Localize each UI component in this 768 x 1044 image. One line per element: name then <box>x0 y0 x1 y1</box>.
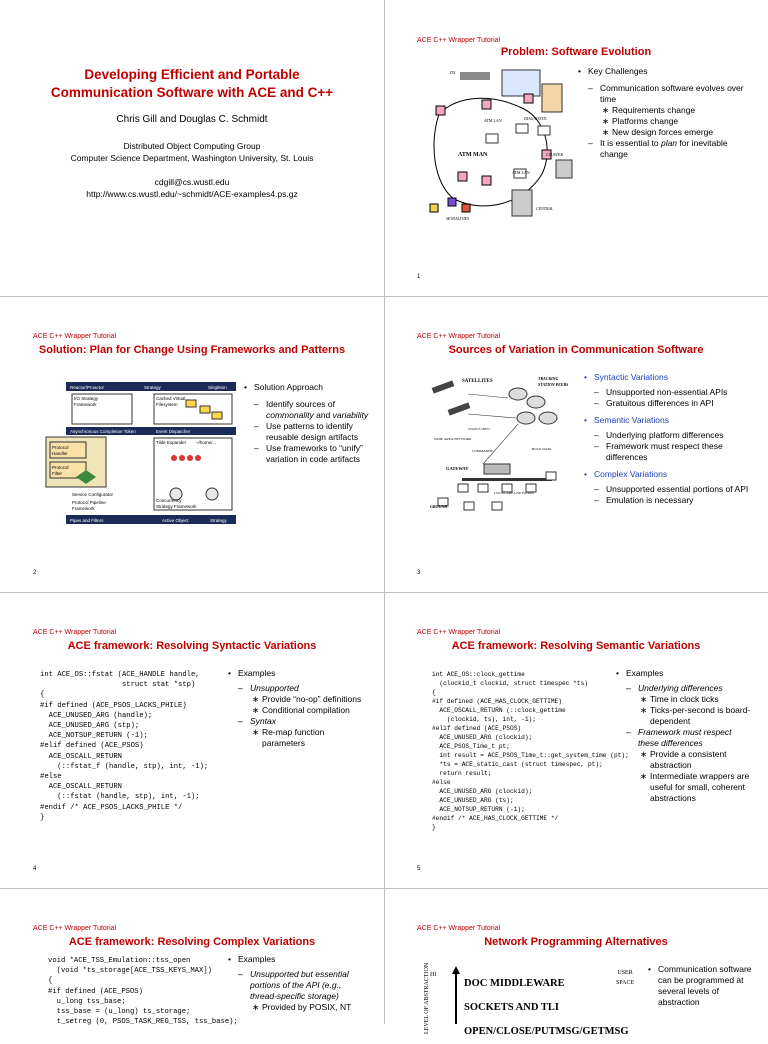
up-arrow-icon <box>452 966 460 1024</box>
bullet-solution-approach: • Solution Approach <box>244 382 372 393</box>
bullet-item: – Unsupported <box>228 683 368 694</box>
bullet-item: – Emulation is necessary <box>584 495 754 506</box>
bullet-item: ∗ Requirements change <box>578 105 750 116</box>
code-block: int ACE_OS::clock_gettime (clockid_t clockid, struct timespec *ts) { #if defined (ACE_HAS_CLOCK_GETTIME) ACE_OSCALL_RETURN (::clock_gettime (clockid, ts), int, -1); #elif defined (ACE_PSOS) ACE_UNUSED_ARG (clockid); ACE_PSOS_Time_t pt; int result = ACE_PSOS_Time_t::get_system_time (pt); *ts = ACE_static_cast (struct timespec, pt); return result; #else ACE_UNUSED_ARG (clockid); ACE_UNUSED_ARG (ts); ACE_NOTSUP_RETURN (-1); #endif /* ACE_HAS_CLOCK_GETTIME */ } <box>432 671 629 831</box>
bullet-item: ∗ Ticks-per-second is board-dependent <box>616 705 754 727</box>
slide-1 <box>384 0 768 296</box>
svg-text:STATUS INFO: STATUS INFO <box>468 427 490 431</box>
bullet-semantic: • Semantic Variations <box>584 415 754 426</box>
bullet-item: ∗ New design forces emerge <box>578 127 750 138</box>
svg-text:Protocol: Protocol <box>52 465 69 470</box>
bullet-item: ∗ Time in clock ticks <box>616 694 754 705</box>
svg-text:Service Configurator: Service Configurator <box>72 492 114 497</box>
bullet-complex: • Complex Variations <box>584 469 754 480</box>
svg-text:Protocol Pipeline: Protocol Pipeline <box>72 500 106 505</box>
group: Distributed Object Computing Group <box>123 141 261 151</box>
svg-text:Strategy Framework: Strategy Framework <box>156 504 197 509</box>
svg-text:ATM LAN: ATM LAN <box>484 118 502 123</box>
slide-4 <box>0 592 384 888</box>
abstraction-axis-label: LEVEL OF ABSTRACTION <box>424 962 430 1034</box>
space-label: SPACE <box>616 980 635 986</box>
svg-text:Framework: Framework <box>72 506 95 511</box>
slide-2 <box>0 296 384 592</box>
svg-text:CENTRAL: CENTRAL <box>536 206 554 211</box>
code-block: int ACE_OS::fstat (ACE_HANDLE handle, struct stat *stp) { #if defined (ACE_PSOS_LACKS_PHILE) ACE_UNUSED_ARG (handle); ACE_UNUSED_ARG (stp); ACE_NOTSUP_RETURN (-1); #elif defined (ACE_PSOS) ACE_OSCALL_RETURN (::fstat_f (handle, stp), int, -1); #else ACE_OSCALL_RETURN (::fstat (handle, stp), int, -1); #endif /* ACE_PSOS_LACKS_PHILE */ } <box>40 671 209 822</box>
svg-text:Tilde Expander: Tilde Expander <box>156 440 187 445</box>
slide-title: ACE framework: Resolving Semantic Variations <box>451 640 701 652</box>
user-label: USER <box>617 970 633 976</box>
bullet-item: – Framework must respect these differences <box>616 727 754 749</box>
slide-7 <box>384 888 768 1037</box>
code-block: void *ACE_TSS_Emulation::tss_open (void *ts_storage[ACE_TSS_KEYS_MAX]) { #if defined (ACE_PSOS) u_long tss_base; tss_base = (u_long) ts_storage; t_setreg (0, PSOS_TASK_REG_TSS, tss_base); <box>48 957 238 1027</box>
slide-title: Problem: Software Evolution <box>500 46 652 58</box>
svg-text:Filter: Filter <box>52 471 62 476</box>
slide-header: ACE C++ Wrapper Tutorial <box>417 925 501 932</box>
bullet-item: – Use frameworks to “unify” variation in code artifacts <box>244 443 372 465</box>
medical-network-figure <box>424 64 574 224</box>
bullet-item: – Underlying platform differences <box>584 430 754 441</box>
bullet-item: ∗ Intermediate wrappers are useful for small, coherent abstractions <box>616 771 754 804</box>
svg-text:Handler: Handler <box>52 451 68 456</box>
bullet-item: – Underlying differences <box>616 683 754 694</box>
svg-text:DIAGNOSTIC: DIAGNOSTIC <box>524 116 548 121</box>
svg-text:Singleton: Singleton <box>208 385 227 390</box>
svg-text:Asynchronous Completion Token: Asynchronous Completion Token <box>70 429 136 434</box>
level-open-close: OPEN/CLOSE/PUTMSG/GETMSG <box>464 1026 629 1037</box>
bullet-syntactic: • Syntactic Variations <box>584 372 754 383</box>
svg-text:~/home/...: ~/home/... <box>196 440 217 445</box>
slide-header: ACE C++ Wrapper Tutorial <box>417 333 501 340</box>
page-number: 3 <box>417 570 421 576</box>
bullet-examples: • Examples <box>616 668 754 679</box>
page-number: 1 <box>417 274 421 280</box>
svg-text:Protocol: Protocol <box>52 445 69 450</box>
bullet-item: – Identify sources of commonality and variability <box>244 399 372 421</box>
svg-text:Filesystem: Filesystem <box>156 402 178 407</box>
title-line-1: Developing Efficient and Portable <box>84 67 300 82</box>
bullet-item: • Communication software can be programmed at several levels of abstraction <box>648 964 758 1008</box>
bullet-item: ∗ Provide “no-op” definitions <box>228 694 368 705</box>
slide-header: ACE C++ Wrapper Tutorial <box>33 925 117 932</box>
satellite-network-figure <box>428 374 578 524</box>
bullet-item: ∗ Provided by POSIX, NT <box>228 1002 368 1013</box>
bullet-item: ∗ Re-map function parameters <box>228 727 368 749</box>
svg-text:ATM LAN: ATM LAN <box>512 170 530 175</box>
slide-title: ACE framework: Resolving Complex Variations <box>68 936 316 948</box>
slide-title: Solution: Plan for Change Using Frameworks and Patterns <box>38 344 346 356</box>
hi-label: HI <box>430 972 437 978</box>
level-doc-middleware: DOC MIDDLEWARE <box>464 978 565 989</box>
url: http://www.cs.wustl.edu/~schmidt/ACE-examples4.ps.gz <box>86 189 298 199</box>
authors: Chris Gill and Douglas C. Schmidt <box>116 114 268 125</box>
bullet-examples: • Examples <box>228 668 368 679</box>
svg-text:Event Dispatcher: Event Dispatcher <box>156 429 191 434</box>
bullet-item: ∗ Conditional compilation <box>228 705 368 716</box>
bullet-item: – Framework must respect these differences <box>584 441 754 463</box>
slide-title: Sources of Variation in Communication Software <box>448 344 704 356</box>
svg-text:Concurrency: Concurrency <box>156 498 182 503</box>
svg-text:WIDE AREA NETWORK: WIDE AREA NETWORK <box>434 437 472 441</box>
svg-text:STATION PEERS: STATION PEERS <box>538 382 569 387</box>
svg-text:ATM MAN: ATM MAN <box>458 152 488 158</box>
bullet-item: – Unsupported but essential portions of the API (e.g., thread-specific storage) <box>228 969 368 1002</box>
svg-text:I/O Strategy: I/O Strategy <box>74 396 99 401</box>
bullet-item: – Unsupported essential portions of API <box>584 484 754 495</box>
bullet-item: – Use patterns to identify reusable design artifacts <box>244 421 372 443</box>
level-sockets-tli: SOCKETS AND TLI <box>464 1002 559 1013</box>
slide-title: ACE framework: Resolving Syntactic Variations <box>67 640 317 652</box>
bullet-item: – Unsupported non-essential APIs <box>584 387 754 398</box>
svg-text:Pipes and Filters: Pipes and Filters <box>70 518 104 523</box>
slide-header: ACE C++ Wrapper Tutorial <box>417 37 501 44</box>
slide-header: ACE C++ Wrapper Tutorial <box>33 333 117 340</box>
svg-text:DX: DX <box>450 70 456 75</box>
email: cdgill@cs.wustl.edu <box>154 177 230 187</box>
svg-text:Strategy: Strategy <box>210 518 227 523</box>
page-number: 5 <box>417 866 421 872</box>
bullet-item: – Gratuitous differences in API <box>584 398 754 409</box>
slide-5 <box>384 592 768 888</box>
slide-title: Network Programming Alternatives <box>484 936 668 948</box>
svg-text:GATEWAY: GATEWAY <box>446 466 469 471</box>
bullet-item: ∗ Provide a consistent abstraction <box>616 749 754 771</box>
svg-text:BULK DATA: BULK DATA <box>532 447 552 451</box>
svg-text:MODALITIES: MODALITIES <box>446 216 470 221</box>
svg-text:Cached Virtual: Cached Virtual <box>156 396 186 401</box>
department: Computer Science Department, Washington University, St. Louis <box>70 153 314 163</box>
framework-patterns-figure <box>46 382 236 524</box>
svg-text:Framework: Framework <box>74 402 97 407</box>
svg-text:TRACKING: TRACKING <box>538 376 559 381</box>
slide-6 <box>0 888 384 1027</box>
svg-text:COMMANDS: COMMANDS <box>472 449 493 453</box>
svg-text:SATELLITES: SATELLITES <box>462 379 493 384</box>
svg-text:Active Object: Active Object <box>162 518 189 523</box>
svg-text:Reactor/Proactor: Reactor/Proactor <box>70 385 105 390</box>
title-line-2: Communication Software with ACE and C++ <box>50 85 334 100</box>
slide-3 <box>384 296 768 592</box>
slide-header: ACE C++ Wrapper Tutorial <box>417 629 501 636</box>
svg-text:LOCAL AREA NETWORK: LOCAL AREA NETWORK <box>494 491 534 495</box>
bullet-item: – Communication software evolves over time <box>578 83 750 105</box>
svg-text:Strategy: Strategy <box>144 385 161 390</box>
slide-header: ACE C++ Wrapper Tutorial <box>33 629 117 636</box>
bullet-item: – It is essential to plan for inevitable change <box>578 138 750 160</box>
svg-text:CLUSTER: CLUSTER <box>546 152 563 157</box>
bullet-item: – Syntax <box>228 716 368 727</box>
page-number: 2 <box>33 570 37 576</box>
bullet-key-challenges: • Key Challenges <box>578 66 750 77</box>
page-number: 4 <box>33 866 37 872</box>
bullet-item: ∗ Platforms change <box>578 116 750 127</box>
bullet-examples: • Examples <box>228 954 368 965</box>
slide-title-page <box>0 0 384 296</box>
svg-text:GROUND: GROUND <box>430 504 448 509</box>
